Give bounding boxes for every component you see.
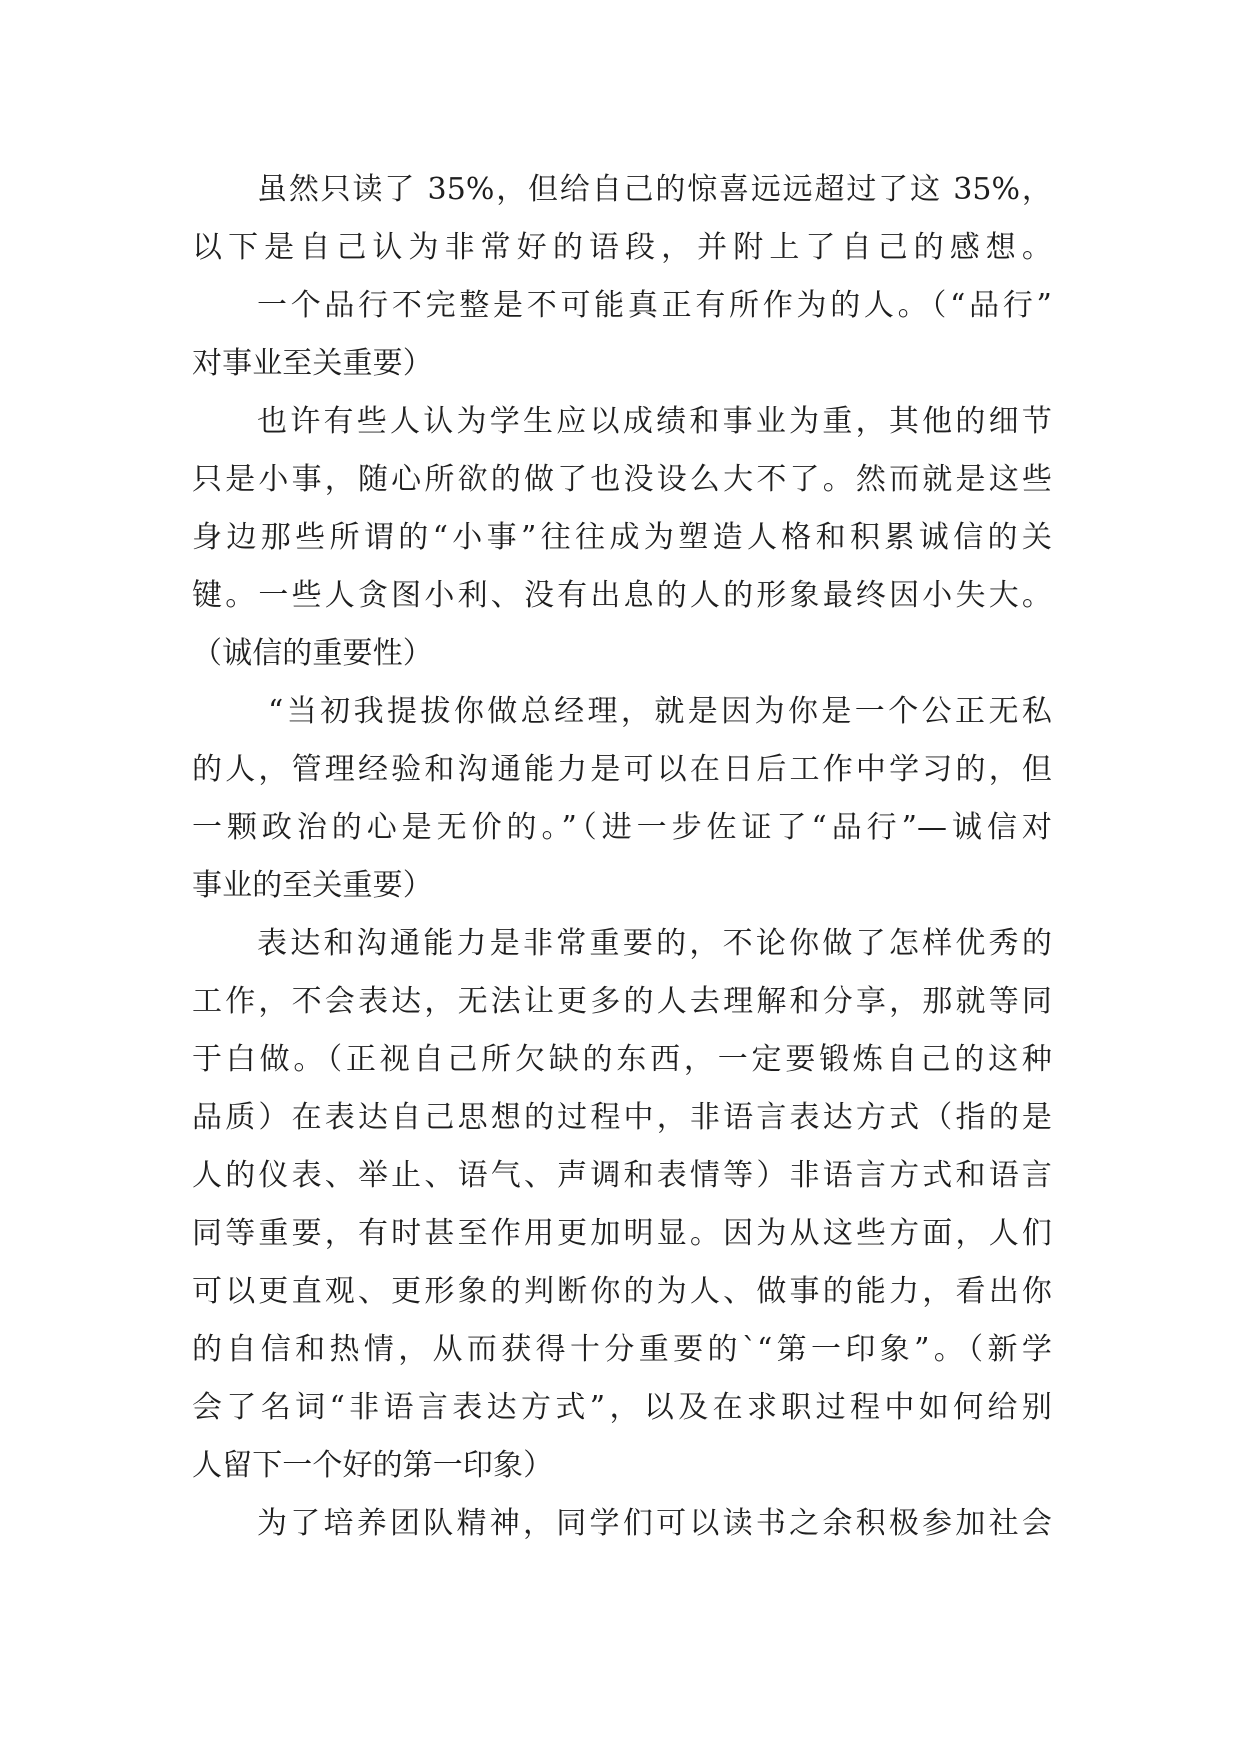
- text-line: 对事业至关重要）: [192, 346, 433, 381]
- text-line: 键。一些人贪图小利、没有出息的人的形象最终因小失大。: [192, 578, 1052, 613]
- text-line: 为了培养团队精神，同学们可以读书之余积极参加社会: [257, 1506, 1052, 1541]
- text-line: 也许有些人认为学生应以成绩和事业为重，其他的细节: [257, 404, 1052, 439]
- text-line: 的人，管理经验和沟通能力是可以在日后工作中学习的，但: [192, 752, 1052, 787]
- text-line: 人的仪表、举止、语气、声调和表情等）非语言方式和语言: [192, 1158, 1052, 1193]
- text-line: 的自信和热情，从而获得十分重要的`“第一印象”。（新学: [192, 1332, 1052, 1367]
- text-line: 品质）在表达自己思想的过程中，非语言表达方式（指的是: [192, 1100, 1052, 1135]
- text-line: 人留下一个好的第一印象）: [192, 1448, 554, 1483]
- text-line: 以下是自己认为非常好的语段，并附上了自己的感想。: [192, 230, 1052, 265]
- text-line: 于白做。（正视自己所欠缺的东西，一定要锻炼自己的这种: [192, 1042, 1052, 1077]
- text-line: 工作，不会表达，无法让更多的人去理解和分享，那就等同: [192, 984, 1052, 1019]
- text-line: 一颗政治的心是无价的。”（进一步佐证了“品行”—诚信对: [192, 810, 1052, 845]
- text-line: “当初我提拔你做总经理，就是因为你是一个公正无私: [268, 694, 1052, 729]
- text-line: 一个品行不完整是不可能真正有所作为的人。（“品行”: [257, 288, 1052, 323]
- text-line: 表达和沟通能力是非常重要的，不论你做了怎样优秀的: [257, 926, 1052, 961]
- text-line: 同等重要，有时甚至作用更加明显。因为从这些方面，人们: [192, 1216, 1052, 1251]
- text-line: 可以更直观、更形象的判断你的为人、做事的能力，看出你: [192, 1274, 1052, 1309]
- text-line: 虽然只读了 35%，但给自己的惊喜远远超过了这 35%，: [257, 172, 1052, 207]
- text-line: 只是小事，随心所欲的做了也没设么大不了。然而就是这些: [192, 462, 1052, 497]
- text-line: （诚信的重要性）: [192, 636, 433, 671]
- text-line: 会了名词“非语言表达方式”，以及在求职过程中如何给别: [192, 1390, 1052, 1425]
- text-line: 事业的至关重要）: [192, 868, 433, 903]
- text-line: 身边那些所谓的“小事”往往成为塑造人格和积累诚信的关: [192, 520, 1052, 555]
